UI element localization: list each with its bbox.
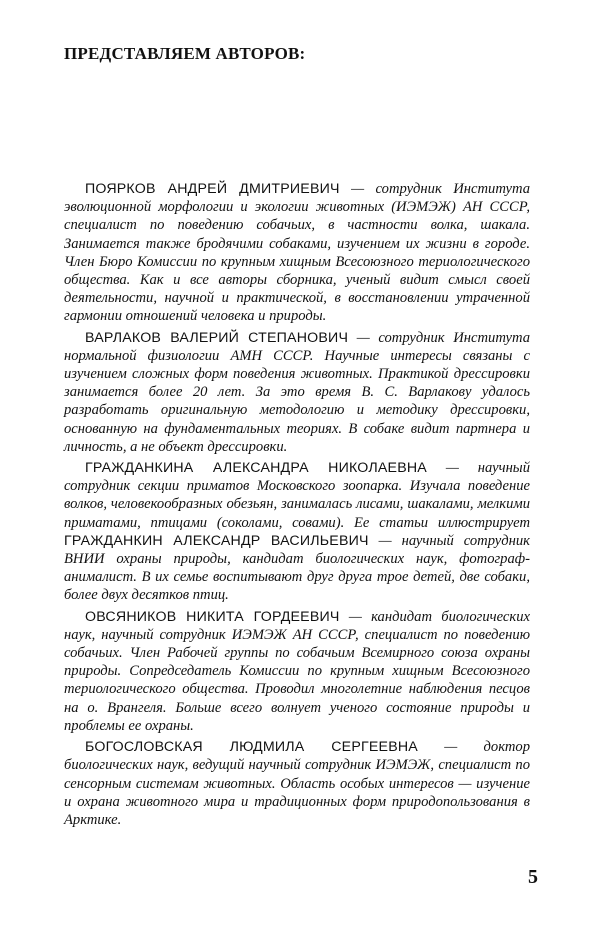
- author-name: ОВСЯНИКОВ НИКИТА ГОРДЕЕВИЧ: [85, 608, 340, 625]
- author-bio: — доктор биологических наук, ведущий научный сотрудник ИЭМЭЖ, специалист по сенсорным системам животных. Область особых интересов — изучение и охрана животного мира и традиционных форм природопользования в Арктике.: [64, 739, 530, 828]
- author-name: ВАРЛАКОВ ВАЛЕРИЙ СТЕПАНОВИЧ: [85, 329, 349, 346]
- author-name: ПОЯРКОВ АНДРЕЙ ДМИТРИЕВИЧ: [85, 181, 340, 197]
- author-entry-poyarkov: [64, 180, 530, 326]
- author-entry-bogoslovskaya: [64, 738, 530, 829]
- author-name-secondary: ГРАЖДАНКИН АЛЕКСАНДР ВАСИЛЬЕВИЧ: [64, 532, 369, 549]
- author-bio: — кандидат биологических наук, научный сотрудник ИЭМЭЖ АН СССР, специалист по поведению собачьих. Член Рабочей группы по собачьим Всемирного союза охраны природы. Сопредседатель Комиссии по крупным хищным Всесоюзного териологического общества. Проводил многолетние наблюдения песцов на о. Врангеля. Больше всего волнует ученого состояние природы и проблемы ее охраны.: [64, 608, 530, 734]
- author-bio: — сотрудник Института эволюционной морфологии и экологии животных (ИЭМЭЖ) АН СССР, специалист по поведению собачьих, в частности волка, шакала. Занимается также бродячими собаками, изучением их жизни в городе. Член Бюро Комиссии по крупным хищным Всесоюзного териологического общества. Как и все авторы сборника, ученый видит смысл своей деятельности, научной и практической, в восстановлении утраченной гармонии отношений человека и природы.: [64, 181, 530, 325]
- author-name: БОГОСЛОВСКАЯ ЛЮДМИЛА СЕРГЕЕВНА: [85, 739, 418, 756]
- author-entry-varlakov: [64, 329, 530, 456]
- page-heading: ПРЕДСТАВЛЯЕМ АВТОРОВ:: [64, 44, 306, 63]
- author-bio-secondary: — научный сотрудник ВНИИ охраны природы, кандидат биологических наук, фотограф-анималист. В их семье воспитывают друг друга трое детей, две собаки, более двух десятков птиц.: [64, 532, 530, 604]
- author-list: [64, 180, 530, 832]
- author-entry-ovsyanikov: [64, 608, 530, 735]
- author-bio: — сотрудник Института нормальной физиологии АМН СССР. Научные интересы связаны с изучением сложных форм поведения животных. Практикой дрессировки занимается более 20 лет. За это время В. С. Варлакову удалось разработать оригинальную методологию и методику дрессировки, основанную на фундаментальных теориях. В собаке видит партнера и личность, а не объект дрессировки.: [64, 329, 531, 455]
- author-bio: — научный сотрудник секции приматов Московского зоопарка. Изучала поведение волков, человекообразных обезьян, занималась лисами, шакалами, мелкими приматами, птицами (соколами, совами). Ее статьи иллюстрирует: [64, 460, 530, 531]
- page-number: 5: [528, 866, 538, 888]
- author-name: ГРАЖДАНКИНА АЛЕКСАНДРА НИКОЛАЕВНА: [85, 460, 427, 477]
- author-entry-grazhdankina: [64, 459, 530, 605]
